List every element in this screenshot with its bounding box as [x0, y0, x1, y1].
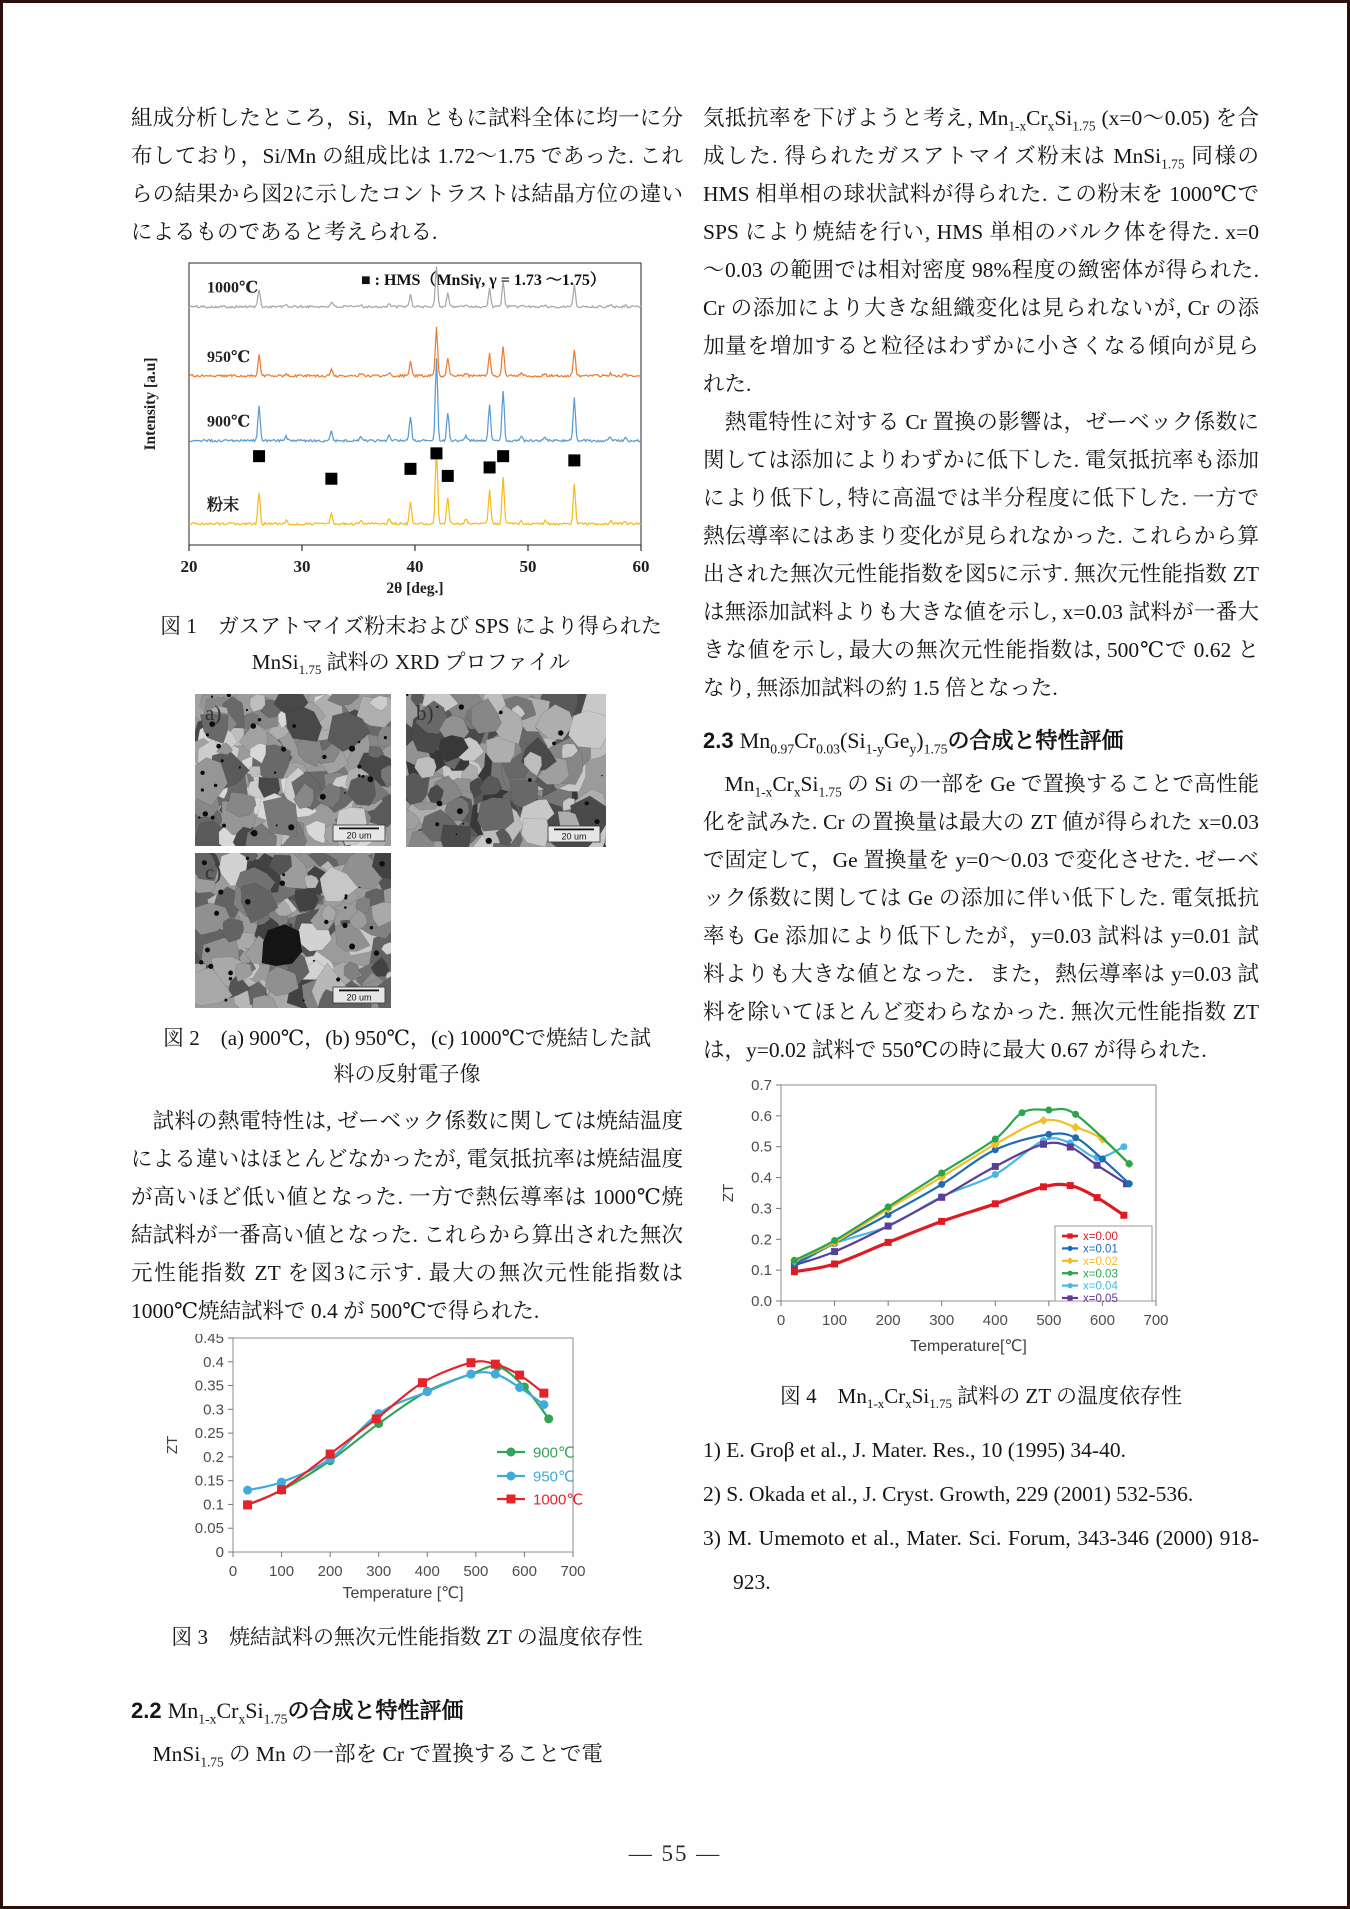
svg-text:30: 30 [293, 557, 311, 576]
section-2-3-title: の合成と特性評価 [947, 728, 1124, 753]
references-list [703, 1428, 1259, 1604]
svg-text:0.2: 0.2 [751, 1231, 772, 1249]
svg-text:0.1: 0.1 [751, 1262, 772, 1280]
svg-text:0.5: 0.5 [751, 1138, 772, 1156]
figure4 [703, 1079, 1259, 1416]
svg-text:0.4: 0.4 [203, 1353, 224, 1371]
svg-text:a): a) [205, 701, 222, 725]
svg-text:x=0.01: x=0.01 [1083, 1243, 1118, 1256]
svg-text:300: 300 [929, 1312, 955, 1329]
svg-text:20: 20 [180, 557, 198, 576]
svg-text:1000℃: 1000℃ [533, 1491, 584, 1509]
svg-text:0.35: 0.35 [194, 1377, 224, 1395]
svg-text:Intensity [a.u]: Intensity [a.u] [142, 357, 159, 451]
svg-text:0: 0 [776, 1312, 786, 1329]
svg-text:20 um: 20 um [561, 831, 587, 842]
figure1-caption: 図 1 ガスアトマイズ粉末および SPS により得られた MnSi$_{1.75}$ 試料の XRD プロファイル [160, 614, 662, 678]
figure4-caption: 図 4 $Mn_{1-x}Cr_xSi_{1.75}$ 試料の ZT の温度依存性 [779, 1384, 1183, 1412]
figure1-chart [139, 257, 683, 602]
svg-text:0.3: 0.3 [751, 1200, 772, 1218]
svg-text:x=0.04: x=0.04 [1083, 1280, 1118, 1293]
svg-text:0.45: 0.45 [194, 1334, 224, 1347]
svg-text:900℃: 900℃ [207, 413, 251, 431]
svg-text:500: 500 [463, 1563, 489, 1580]
svg-text:100: 100 [822, 1312, 848, 1329]
svg-text:2θ [deg.]: 2θ [deg.] [386, 580, 444, 597]
svg-text:0: 0 [215, 1544, 224, 1561]
section-2-3-number: 2.3 [703, 728, 734, 753]
reference-item: 1) E. Groβ et al., J. Mater. Res., 10 (1995) 34-40. [703, 1438, 1126, 1462]
svg-text:600: 600 [511, 1563, 537, 1580]
svg-text:600: 600 [1089, 1312, 1115, 1329]
svg-text:x=0.05: x=0.05 [1083, 1293, 1118, 1306]
svg-text:■ : HMS（MnSiγ, γ = 1.73 ～1.75）: ■ : HMS（MnSiγ, γ = 1.73 ～1.75） [361, 272, 606, 289]
figure2 [131, 694, 683, 1092]
svg-text:300: 300 [366, 1563, 392, 1580]
svg-text:50: 50 [519, 557, 537, 576]
svg-text:700: 700 [1143, 1312, 1169, 1329]
svg-text:Temperature [℃]: Temperature [℃] [342, 1585, 464, 1602]
svg-text:0.05: 0.05 [194, 1520, 224, 1538]
svg-text:900℃: 900℃ [533, 1444, 575, 1462]
paragraph-ge-substitution: $Mn_{1-x}Cr_xSi_{1.75}$ の Si の一部を Ge で置換することで高性能化を試みた. Cr の置換量は最大の ZT 値が得られた x=0.03 で固定して，Ge 置換量を y=0～0.03 で変化させた. ゼーベック係数に関しては Ge の添加に伴い低下した. 電気抵抗率も Ge 添加により低下したが，y=0.03 試料は y=0.01 試料よりも大きな値となった．また，熱伝導率は y=0.03 試料を除いてほとんど変わらなかった. 無次元性能指数 ZT は，y=0.02 試料で 550℃の時に最大 0.67 が得られた. [703, 772, 1259, 1062]
svg-text:100: 100 [269, 1563, 295, 1580]
figure2-micrographs [131, 694, 683, 1008]
svg-text:1000℃: 1000℃ [207, 279, 259, 297]
svg-text:b): b) [416, 701, 434, 725]
svg-text:c): c) [205, 860, 222, 884]
svg-text:950℃: 950℃ [533, 1468, 575, 1486]
right-column [703, 99, 1259, 1604]
figure3-chart [131, 1334, 683, 1611]
paragraph-composition-analysis: 組成分析したところ，Si，Mn ともに試料全体に均一に分布しており，Si/Mn の組成比は 1.72～1.75 であった. これらの結果から図2に示したコントラストは結晶方位の違いによるものであると考えられる. [131, 106, 683, 244]
svg-text:40: 40 [406, 557, 424, 576]
svg-text:0.15: 0.15 [194, 1472, 224, 1490]
svg-text:20 um: 20 um [346, 992, 372, 1003]
reference-item: 3) M. Umemoto et al., Mater. Sci. Forum, 343-346 (2000) 918-923. [703, 1526, 1259, 1594]
svg-text:950℃: 950℃ [207, 348, 251, 366]
svg-text:粉末: 粉末 [207, 496, 240, 514]
svg-text:400: 400 [414, 1563, 440, 1580]
svg-text:0: 0 [228, 1563, 238, 1580]
paragraph-cr-substitution: 気抵抗率を下げようと考え, $Mn_{1-x}Cr_xSi_{1.75}$ (x=0～0.05) を合成した. 得られたガスアトマイズ粉末は MnSi$_{1.75}$ 同様の HMS 相単相の球状試料が得られた. この粉末を 1000℃で SPS により焼結を行い, HMS 単相のバルク体を得た. x=0～0.03 の範囲では相対密度 98%程度の緻密体が得られた. Cr の添加により大きな組織変化は見られないが, Cr の添加量を増加すると粒径はわずかに小さくなる傾向が見られた. [703, 106, 1259, 396]
figure3 [131, 1334, 683, 1657]
svg-text:0.0: 0.0 [751, 1293, 772, 1310]
svg-text:0.4: 0.4 [751, 1169, 772, 1187]
paragraph-thermoelectric-properties: 試料の熱電特性は, ゼーベック係数に関しては焼結温度による違いはほとんどなかったが, 電気抵抗率は焼結温度が高いほど低い値となった. 一方で熱伝導率は 1000℃焼結試料が一番高い値となった. これらから算出された無次元性能指数 ZT を図3に示す. 最大の無次元性能指数は 1000℃焼結試料で 0.4 が 500℃で得られた. [131, 1109, 683, 1323]
svg-text:0.6: 0.6 [751, 1107, 772, 1125]
left-column [131, 99, 683, 1773]
svg-text:0.2: 0.2 [203, 1448, 224, 1466]
svg-text:400: 400 [982, 1312, 1008, 1329]
svg-text:ZT: ZT [720, 1183, 737, 1203]
svg-text:700: 700 [560, 1563, 586, 1580]
figure4-chart [703, 1079, 1259, 1374]
micrograph-row-2 [131, 853, 683, 1008]
section-2-2-title: の合成と特性評価 [287, 1698, 464, 1723]
svg-text:x=0.03: x=0.03 [1083, 1268, 1118, 1281]
section-heading-2-3 [703, 721, 1259, 761]
figure1 [139, 257, 683, 680]
svg-text:x=0.02: x=0.02 [1083, 1255, 1118, 1268]
micrograph-c [195, 853, 391, 1008]
svg-text:20 um: 20 um [346, 830, 372, 841]
svg-text:200: 200 [875, 1312, 901, 1329]
page-number: — 55 — [628, 1841, 722, 1866]
svg-text:0.1: 0.1 [203, 1496, 224, 1514]
paragraph-cr-thermoelectric-effects: 熱電特性に対する Cr 置換の影響は，ゼーベック係数に関しては添加によりわずかに低下した. 電気抵抗率も添加により低下し, 特に高温では半分程度に低下した. 一方で熱伝導率にはあまり変化が見られなかった. これらから算出された無次元性能指数を図5に示す. 無次元性能指数 ZT は無添加試料よりも大きな値を示し, x=0.03 試料が一番大きな値を示し, 最大の無次元性能指数は, 500℃で 0.62 となり, 無添加試料の約 1.5 倍となった. [703, 410, 1259, 700]
svg-text:60: 60 [632, 557, 650, 576]
svg-text:0.7: 0.7 [751, 1079, 772, 1094]
svg-text:x=0.00: x=0.00 [1083, 1231, 1118, 1244]
svg-text:0.3: 0.3 [203, 1401, 224, 1419]
figure3-caption: 図 3 焼結試料の無次元性能指数 ZT の温度依存性 [171, 1625, 643, 1649]
svg-text:500: 500 [1036, 1312, 1062, 1329]
paragraph-cr-substitution-intro: MnSi$_{1.75}$ の Mn の一部を Cr で置換することで電 [131, 1742, 603, 1770]
svg-text:0.25: 0.25 [194, 1425, 224, 1443]
section-heading-2-2 [131, 1691, 683, 1731]
section-2-2-formula: $Mn_{1-x}Cr_xSi_{1.75}$ [167, 1698, 288, 1727]
svg-text:Temperature[℃]: Temperature[℃] [910, 1338, 1027, 1355]
reference-item: 2) S. Okada et al., J. Cryst. Growth, 229 (2001) 532-536. [703, 1482, 1194, 1506]
micrograph-b [406, 694, 606, 847]
section-2-3-formula: $Mn_{0.97}Cr_{0.03}(Si_{1-y}Ge_y)_{1.75}$ [739, 728, 948, 757]
figure2-caption: 図 2 (a) 900℃，(b) 950℃，(c) 1000℃で焼結した試料の反射電子像 [162, 1026, 652, 1086]
section-2-2-number: 2.2 [131, 1698, 162, 1723]
svg-text:200: 200 [317, 1563, 343, 1580]
svg-text:ZT: ZT [164, 1435, 181, 1455]
micrograph-a [195, 694, 391, 847]
micrograph-row-1 [131, 694, 683, 847]
